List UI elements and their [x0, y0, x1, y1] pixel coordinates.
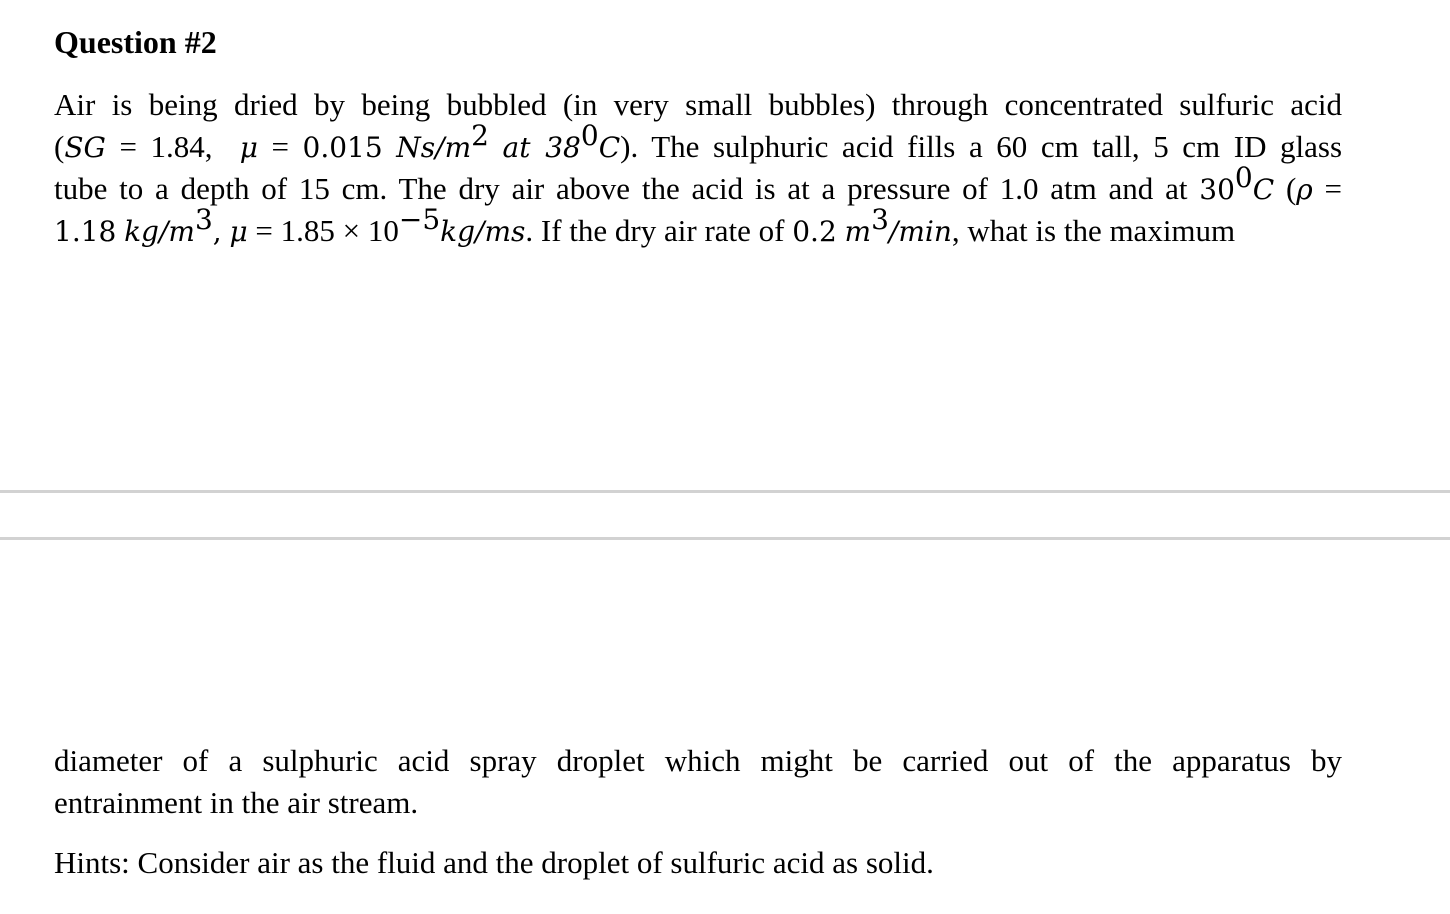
sg-symbol: SG [64, 131, 106, 164]
problem-continuation [54, 740, 1342, 824]
air-viscosity-unit: kg/ms [440, 215, 526, 248]
mu-symbol: μ [239, 131, 258, 164]
problem-statement [54, 84, 1342, 252]
viscosity-unit: Ns/m [396, 131, 472, 164]
page-divider-top [0, 490, 1450, 493]
hint-line: Hints: Consider air as the fluid and the droplet of sulfuric acid as solid. [54, 845, 934, 880]
rho-symbol: ρ [1296, 173, 1313, 206]
question-title: Question #2 [54, 24, 217, 60]
problem-line-4: 1.18 $kg/m^3$, $\mu = 1.85 \times 10^{-5}kg/ms$. If the dry air rate of 0.2 $m^3/\min$, what is the maximum [54, 203, 1236, 248]
continuation-line-1: diameter of a sulphuric acid spray droplet which might be carried out of the apparatus by [54, 743, 1342, 778]
flow-rate-unit: m [844, 215, 872, 248]
problem-line-1: Air is being dried by being bubbled (in very small bubbles) through concentrated sulfuric acid [54, 87, 1342, 122]
problem-line-2: (SG = 1.84, μ = 0.015 $Ns/m^2$ at $38^0C$). The sulphuric acid fills a 60 cm tall, 5 cm ID glass [54, 119, 1343, 164]
page-divider-bottom [0, 537, 1450, 540]
problem-line-3: tube to a depth of 15 cm. The dry air above the acid is at a pressure of 1.0 atm and at $30^0C$ (ρ = [54, 161, 1343, 206]
continuation-line-2: entrainment in the air stream. [54, 785, 419, 820]
mu-symbol-air: μ [229, 215, 248, 248]
hint-text [54, 842, 1342, 884]
density-unit: kg/m [124, 215, 195, 248]
air-temperature: 30 [1199, 173, 1235, 206]
